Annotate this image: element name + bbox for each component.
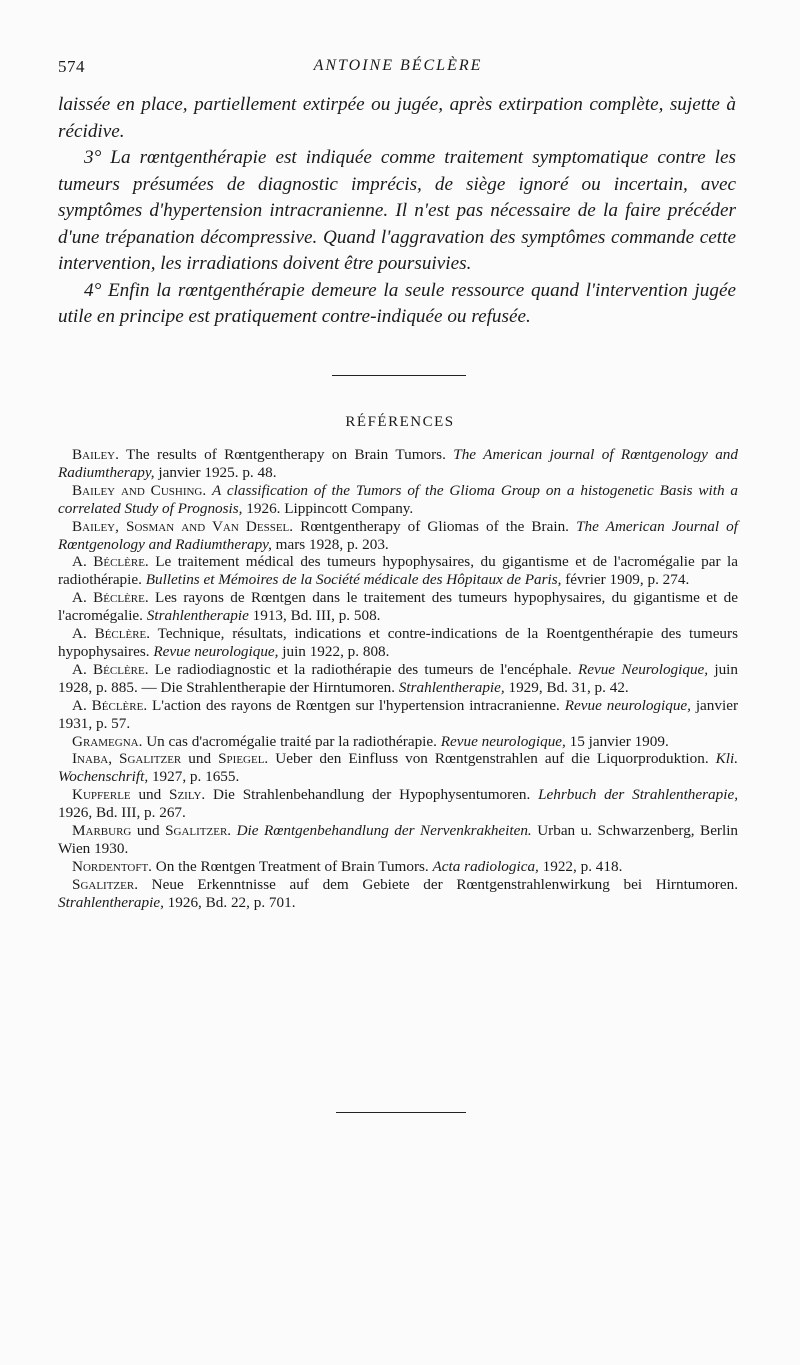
reference-author: Inaba, Sgalitzer [72,750,182,768]
body-text [58,92,736,331]
reference-author: A. Béclère. [72,589,149,607]
reference-text: 1922, p. 418. [538,857,623,875]
reference-text: Technique, résultats, indications et contre-indications de la Roentgenthérapie des tumeurs hypophysaires. [58,625,738,660]
paragraph-2: 3° La rœntgenthérapie est indiquée comme traitement symptomatique contre les tumeurs présumées de diagnostic imprécis, de siège ignoré ou incertain, avec symptômes d'hypertension intracranienne. Il n'est pas nécessaire de la faire précéder d'une trépanation décompressive. Quand l'aggravation des symptômes commande cette intervention, les irradiations doivent être poursuivies. [58,147,736,274]
reference-text: 1926. Lippincott Company. [242,499,414,517]
section-divider-bottom [336,1112,466,1113]
reference-item [58,446,738,482]
reference-author: Bailey. [72,446,119,463]
reference-text: Urban u. Schwarzenberg, Berlin Wien 1930. [58,822,739,857]
reference-author: Szily. [169,786,206,804]
reference-author: Nordentoft. [72,857,152,875]
section-divider-top [332,375,466,376]
reference-item [58,822,738,858]
reference-source: Acta radiologica, [432,857,539,875]
reference-source: Revue neurologique, [153,642,279,660]
reference-source: Kli. Wochenschrift, [58,750,739,786]
references-title: RÉFÉRENCES [345,414,455,430]
reference-author: Bailey, Sosman and Van Dessel. [72,517,294,535]
reference-author: Spiegel. [218,750,269,768]
reference-text: Rœntgentherapy of Gliomas of the Brain. [293,517,577,535]
reference-source: Bulletins et Mémoires de la Société médicale des Hôpitaux de Paris, [145,571,562,589]
reference-author: Sgalitzer. [165,822,232,840]
page-number: 574 [58,57,85,76]
reference-text: Ueber den Einfluss von Rœntgenstrahlen auf die Liquorproduktion. [268,750,716,768]
reference-text: janvier 1931, p. 57. [58,696,739,732]
reference-text: und [181,750,219,768]
reference-text: juin 1928, p. 885. — Die Strahlentherapie der Hirntumoren. [58,660,738,696]
reference-source: Revue neurologique, [564,696,691,714]
reference-text: 1927, p. 1655. [148,768,240,786]
reference-source: Die Rœntgenbehandlung der Nervenkrakheiten. [236,822,532,840]
reference-text: février 1909, p. 274. [561,571,690,589]
reference-text: Un cas d'acromégalie traité par la radiothérapie. [142,732,441,750]
reference-author: Kupferle [72,786,131,804]
reference-item [58,661,738,697]
reference-author: Gramegna. [72,732,143,750]
reference-text: und [130,786,169,804]
reference-author: Sgalitzer. [72,875,139,893]
reference-text: The results of Rœntgentherapy on Brain Tumors. [118,446,454,463]
reference-author: Marburg [72,822,132,840]
reference-text: Le radiodiagnostic et la radiothérapie des tumeurs de l'encéphale. [148,660,578,678]
reference-text: 1926, Bd. III, p. 267. [58,804,186,822]
reference-text: Le traitement médical des tumeurs hypophysaires, du gigantisme et de l'acromégalie par la radiothérapie. [58,553,739,589]
reference-source: The American Journal of Rœntgenology and Radiumtherapy, [58,517,738,553]
reference-author: A. Béclère. [72,553,149,571]
reference-text: 1926, Bd. 22, p. 701. [163,893,296,911]
reference-item [58,733,738,751]
reference-item [58,876,738,912]
paragraph-1: laissée en place, partiellement extirpée ou jugée, après extirpation complète, sujette à récidive. [58,94,736,142]
reference-source: The American journal of Rœntgenology and Radiumtherapy, [58,446,738,481]
reference-text: L'action des rayons de Rœntgen sur l'hypertension intracranienne. [147,696,565,714]
reference-item [58,858,738,876]
reference-text: juin 1922, p. 808. [278,642,390,660]
reference-source: Strahlentherapie, [398,678,505,696]
reference-source: Revue neurologique, [440,732,566,750]
reference-text: mars 1928, p. 203. [271,535,389,553]
reference-item [58,750,738,786]
reference-text: 1913, Bd. III, p. 508. [248,607,381,625]
references-list [58,446,738,912]
reference-source: Lehrbuch der Strahlentherapie, [538,786,738,804]
reference-source: Strahlentherapie, [58,893,164,911]
reference-author: A. Béclère. [72,625,151,643]
paragraph-3: 4° Enfin la rœntgenthérapie demeure la seule ressource quand l'intervention jugée utile en principe est pratiquement contre-indiquée ou refusée. [58,279,736,327]
reference-author: A. Béclère. [72,660,149,678]
reference-item [58,482,738,518]
reference-text: 1929, Bd. 31, p. 42. [504,678,629,696]
page-header [58,57,738,81]
reference-author: Bailey and Cushing. [72,481,207,499]
reference-text: Neue Erkenntnisse auf dem Gebiete der Rœntgenstrahlenwirkung bei Hirntumoren. [138,875,738,893]
reference-source: Revue Neurologique, [577,660,709,678]
reference-text: und [131,822,166,840]
reference-text: Les rayons de Rœntgen dans le traitement des tumeurs hypophysaires, du gigantisme et de l'acromégalie. [58,589,738,625]
reference-item [58,553,738,589]
reference-item [58,786,738,822]
running-title: ANTOINE BÉCLÈRE [313,57,483,74]
reference-text: Die Strahlenbehandlung der Hypophysentumoren. [205,786,539,804]
reference-item [58,625,738,661]
reference-source: A classification of the Tumors of the Glioma Group on a histogenetic Basis with a correlated Study of Prognosis, [58,481,739,517]
reference-text: On the Rœntgen Treatment of Brain Tumors. [151,857,433,875]
reference-text: janvier 1925. p. 48. [154,463,277,481]
reference-item [58,589,738,625]
reference-author: A. Béclère. [72,696,148,714]
reference-source: Strahlentherapie [146,607,249,625]
reference-item [58,518,738,554]
reference-item [58,697,738,733]
reference-text: 15 janvier 1909. [565,732,669,750]
